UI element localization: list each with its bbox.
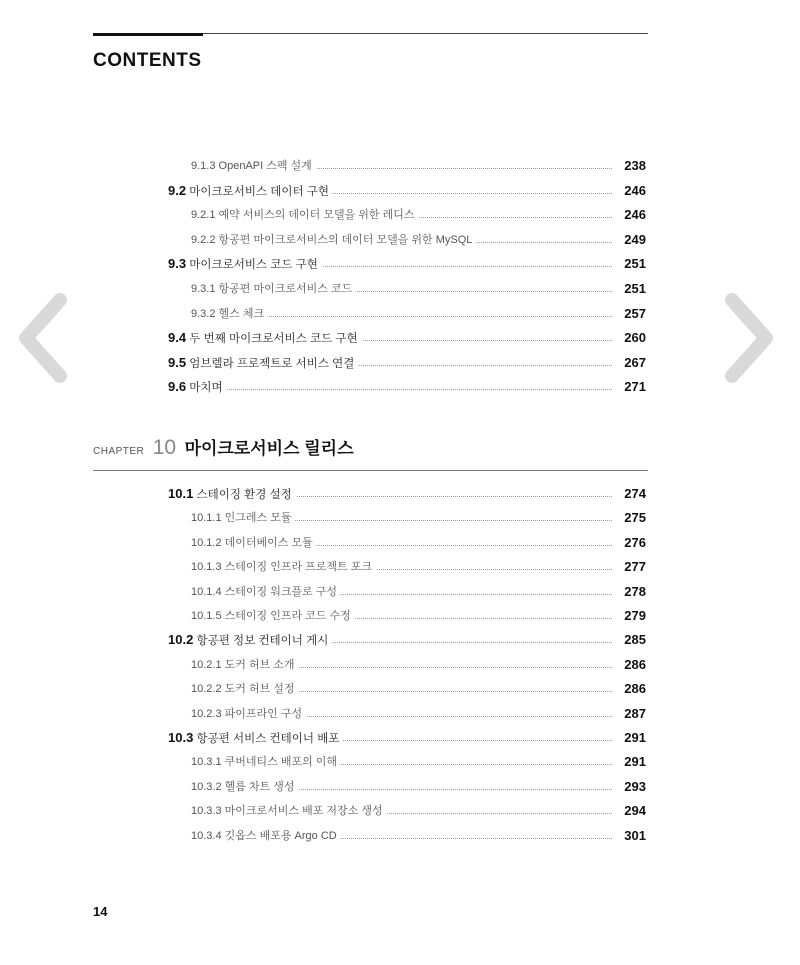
toc-entry-title: 스테이징 환경 설정 — [196, 489, 292, 501]
header-rule-accent — [93, 33, 203, 36]
toc-entry-number: 9.3.2 — [191, 307, 216, 320]
toc-entry — [168, 327, 362, 350]
toc-subsection-row[interactable] — [0, 303, 800, 325]
toc-section-row[interactable] — [0, 180, 800, 202]
toc-entry — [191, 155, 316, 177]
toc-section-row[interactable] — [0, 629, 800, 651]
toc-entry-title: 헬스 체크 — [218, 307, 265, 320]
toc-entry-number: 10.3 — [168, 730, 194, 745]
toc-entry-number: 10.2 — [168, 632, 194, 648]
toc-entry — [191, 703, 306, 725]
toc-entry-title: 헬름 차트 생성 — [224, 780, 295, 793]
toc-subsection-row[interactable] — [0, 204, 800, 226]
toc-entry-title: 쿠버네티스 배포의 이해 — [224, 756, 338, 769]
toc-entry-number: 9.2.1 — [191, 209, 216, 222]
toc-entry — [191, 278, 356, 300]
toc-entry-number: 9.5 — [168, 354, 187, 370]
toc-subsection-row[interactable] — [0, 654, 800, 676]
toc-entry — [191, 654, 299, 676]
toc-entry-title: 마치며 — [189, 382, 223, 395]
toc-subsection-row[interactable] — [0, 278, 800, 300]
toc-page-number: 278 — [624, 583, 646, 599]
toc-entry-number: 9.4 — [168, 330, 187, 346]
toc-entry-number: 9.3 — [168, 256, 187, 272]
toc-entry-number: 10.1.1 — [191, 512, 222, 525]
toc-entry — [191, 605, 355, 627]
toc-entry — [168, 376, 227, 399]
toc-entry-title: 파이프라인 구성 — [224, 707, 303, 720]
toc-subsection-row[interactable] — [0, 825, 800, 847]
toc-page-number: 271 — [624, 379, 646, 395]
toc-subsection-row[interactable] — [0, 678, 800, 700]
toc-entry-title: 엄브렐라 프로젝트로 서비스 연결 — [189, 357, 355, 370]
toc-subsection-row[interactable] — [0, 751, 800, 773]
toc-entry-title: 예약 서비스의 데이터 모델을 위한 레디스 — [218, 209, 415, 222]
toc-page-number: 277 — [624, 559, 646, 575]
page-title: CONTENTS — [93, 50, 202, 71]
toc-subsection-row[interactable] — [0, 703, 800, 725]
toc-entry-number: 9.2.2 — [191, 233, 216, 246]
toc-subsection-row[interactable] — [0, 800, 800, 822]
toc-entry — [191, 800, 387, 822]
toc-page-number: 286 — [624, 681, 646, 697]
chapter-label: CHAPTER — [93, 446, 145, 457]
toc-entry-number: 10.3.2 — [191, 780, 222, 793]
toc-page-number: 301 — [624, 827, 646, 843]
toc-page-number: 276 — [624, 534, 646, 550]
toc-entry-title: 데이터베이스 모듈 — [224, 536, 313, 549]
toc-entry-title: 마이크로서비스 코드 구현 — [189, 259, 318, 272]
chapter-number: 10 — [152, 436, 177, 459]
toc-entry-title: 깃옵스 배포용 Argo CD — [224, 829, 337, 842]
toc-entry-number: 10.2.3 — [191, 707, 222, 720]
chapter-heading — [93, 434, 354, 460]
toc-page-number: 275 — [624, 510, 646, 526]
toc-page-number: 251 — [624, 281, 646, 296]
toc-entry-title: 항공편 서비스 컨테이너 배포 — [196, 733, 340, 745]
toc-entry-number: 10.2.2 — [191, 683, 222, 696]
toc-entry-number: 9.3.1 — [191, 283, 216, 295]
toc-page-number: 251 — [624, 256, 646, 272]
toc-section-row[interactable] — [0, 253, 800, 275]
toc-section-row[interactable] — [0, 327, 800, 349]
toc-entry — [191, 229, 476, 251]
chapter-title: 마이크로서비스 릴리스 — [184, 439, 354, 458]
toc-entry-number: 10.2.1 — [191, 658, 222, 671]
toc-entry-title: 스테이징 워크플로 구성 — [224, 585, 338, 598]
toc-entry — [191, 204, 418, 226]
toc-section-row[interactable] — [0, 727, 800, 749]
toc-page-number: 287 — [624, 705, 646, 721]
toc-entry — [191, 532, 317, 554]
toc-entry — [191, 825, 341, 847]
toc-page-number: 249 — [624, 231, 646, 247]
toc-entry-title: OpenAPI 스펙 설계 — [218, 160, 312, 172]
toc-entry-number: 10.1 — [168, 486, 194, 501]
toc-page-number: 246 — [624, 182, 646, 198]
toc-entry-number: 10.3.3 — [191, 805, 222, 818]
toc-entry — [191, 751, 341, 773]
toc-entry-title: 스테이징 인프라 코드 수정 — [224, 610, 351, 622]
toc-subsection-row[interactable] — [0, 532, 800, 554]
toc-entry-title: 항공편 마이크로서비스 코드 — [218, 283, 353, 295]
toc-entry-number: 10.3.4 — [191, 829, 222, 842]
toc-entry-number: 10.3.1 — [191, 756, 222, 769]
toc-entry — [168, 629, 332, 652]
toc-entry — [191, 556, 376, 578]
toc-entry-number: 9.2 — [168, 182, 187, 198]
toc-page-number: 267 — [624, 354, 646, 370]
toc-entry-number: 9.1.3 — [191, 160, 216, 172]
toc-page-number: 246 — [624, 207, 646, 223]
toc-entry — [168, 483, 296, 506]
toc-section-row[interactable] — [0, 376, 800, 398]
toc-entry — [168, 727, 343, 750]
toc-entry — [168, 180, 333, 203]
toc-subsection-row[interactable] — [0, 776, 800, 798]
toc-entry — [168, 352, 358, 375]
toc-entry-number: 10.1.3 — [191, 561, 222, 574]
toc-entry-title: 마이크로서비스 데이터 구현 — [189, 185, 329, 198]
toc-entry — [191, 507, 295, 529]
toc-entry-number: 9.6 — [168, 379, 187, 395]
toc-page-number: 285 — [624, 632, 646, 648]
toc-subsection-row[interactable] — [0, 605, 800, 627]
toc-page-number: 294 — [624, 803, 646, 819]
toc-section-row[interactable] — [0, 483, 800, 505]
toc-entry-title: 두 번째 마이크로서비스 코드 구현 — [189, 333, 358, 346]
toc-entry-title: 항공편 마이크로서비스의 데이터 모델을 위한 MySQL — [218, 233, 473, 246]
toc-entry-title: 도커 허브 소개 — [224, 658, 295, 671]
toc-page-number: 279 — [624, 608, 646, 623]
toc-subsection-row[interactable] — [0, 229, 800, 251]
toc-page-number: 274 — [624, 486, 646, 501]
toc-dot-leader — [168, 389, 612, 390]
toc-entry-title: 인그레스 모듈 — [224, 512, 292, 525]
toc-page-number: 293 — [624, 778, 646, 794]
chapter-rule — [93, 470, 648, 471]
toc-entry-title: 마이크로서비스 배포 저장소 생성 — [224, 805, 383, 818]
toc-section-row[interactable] — [0, 352, 800, 374]
toc-entry-number: 10.1.4 — [191, 585, 222, 598]
toc-entry — [168, 253, 322, 276]
toc-page-number: 257 — [624, 305, 646, 321]
toc-entry-title: 도커 허브 설정 — [224, 683, 295, 696]
page-number: 14 — [93, 904, 108, 919]
toc-subsection-row[interactable] — [0, 507, 800, 529]
toc-entry — [191, 678, 299, 700]
toc-page-number: 291 — [624, 730, 646, 745]
toc-page-number: 238 — [624, 158, 646, 173]
toc-entry-number: 10.1.2 — [191, 536, 222, 549]
toc-page-number: 286 — [624, 656, 646, 672]
toc-subsection-row[interactable] — [0, 155, 800, 177]
toc-page-number: 260 — [624, 330, 646, 346]
toc-entry-number: 10.1.5 — [191, 610, 222, 622]
toc-page-number: 291 — [624, 754, 646, 770]
toc-subsection-row[interactable] — [0, 581, 800, 603]
toc-entry — [191, 776, 299, 798]
toc-subsection-row[interactable] — [0, 556, 800, 578]
toc-entry-title: 스테이징 인프라 프로젝트 포크 — [224, 561, 372, 574]
toc-entry-title: 항공편 정보 컨테이너 게시 — [196, 635, 329, 648]
toc-entry — [191, 581, 341, 603]
toc-entry — [191, 303, 268, 325]
